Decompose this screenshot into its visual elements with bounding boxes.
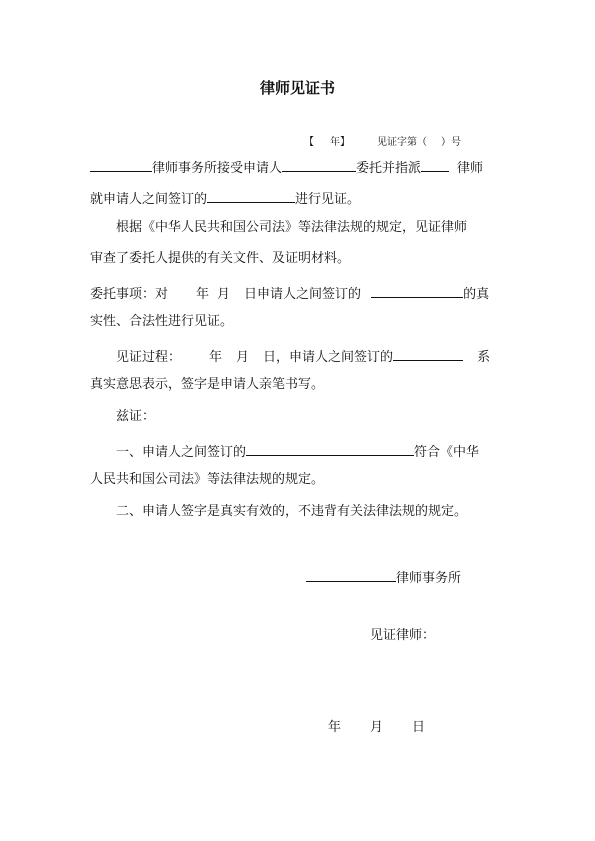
para4-line1 xyxy=(116,346,490,366)
blank-law-firm[interactable] xyxy=(90,157,152,172)
blank-entrusted-doc[interactable] xyxy=(371,283,463,298)
para3-line2: 实性、合法性进行见证。 xyxy=(90,314,234,329)
para4-text4: 日，申请人之间签订的 xyxy=(263,350,394,365)
blank-firm-name[interactable] xyxy=(306,567,396,582)
para4-year: 年 xyxy=(209,350,223,365)
ref-year: 年】 xyxy=(330,137,350,148)
para7-text: 二、申请人签字是真实有效的，不违背有关法律法规的规定。 xyxy=(116,504,468,519)
para6-text2: 符合《中华 xyxy=(414,445,480,460)
date-month: 月 xyxy=(370,720,384,735)
para1-text3: 律师 xyxy=(457,161,484,176)
ref-number-suffix: ）号 xyxy=(441,137,461,148)
firm-suffix: 律师事务所 xyxy=(396,571,462,586)
date-day: 日 xyxy=(412,720,426,735)
para6-line2: 人民共和国公司法》等法律法规的规定。 xyxy=(90,472,325,487)
blank-contract-name[interactable] xyxy=(246,441,414,456)
para4-text1: 见证过程： xyxy=(116,350,182,365)
firm-signature-line xyxy=(306,567,461,587)
ref-open-bracket: 【 xyxy=(304,137,314,148)
para1-line2 xyxy=(90,188,360,208)
para1-text4: 就申请人之间签订的 xyxy=(90,192,208,207)
blank-signed-doc[interactable] xyxy=(393,346,463,361)
para3-year: 年 xyxy=(196,287,210,302)
blank-lawyer[interactable] xyxy=(421,157,449,172)
para4-line2: 真实意思表示，签字是申请人亲笔书写。 xyxy=(90,377,325,392)
para1-text2: 委托并指派 xyxy=(356,161,422,176)
para3-text1: 委托事项：对 xyxy=(90,287,169,302)
date-year: 年 xyxy=(328,720,342,735)
para3-month: 月 xyxy=(217,287,231,302)
para4-text5: 系 xyxy=(477,350,491,365)
para1-text5: 进行见证。 xyxy=(295,192,361,207)
para5-text: 兹证： xyxy=(116,409,156,424)
para3-text5: 的真 xyxy=(463,287,490,302)
para2-line1: 根据《中华人民共和国公司法》等法律法规的规定，见证律师 xyxy=(116,220,468,235)
lawyer-label: 见证律师： xyxy=(370,628,436,643)
para2-line2: 审查了委托人提供的有关文件、及证明材料。 xyxy=(90,251,351,266)
para1-line1 xyxy=(90,157,483,177)
document-title: 律师见证书 xyxy=(259,79,335,97)
blank-applicant[interactable] xyxy=(282,157,356,172)
ref-number-prefix: 见证字第（ xyxy=(377,137,427,148)
para1-text1: 律师事务所接受申请人 xyxy=(152,161,283,176)
para3-text4: 日申请人之间签订的 xyxy=(244,287,362,302)
para3-line1 xyxy=(90,283,489,303)
para4-month: 月 xyxy=(236,350,250,365)
para6-line1 xyxy=(116,441,479,461)
para6-text1: 一、申请人之间签订的 xyxy=(116,445,247,460)
blank-agreement[interactable] xyxy=(207,188,295,203)
